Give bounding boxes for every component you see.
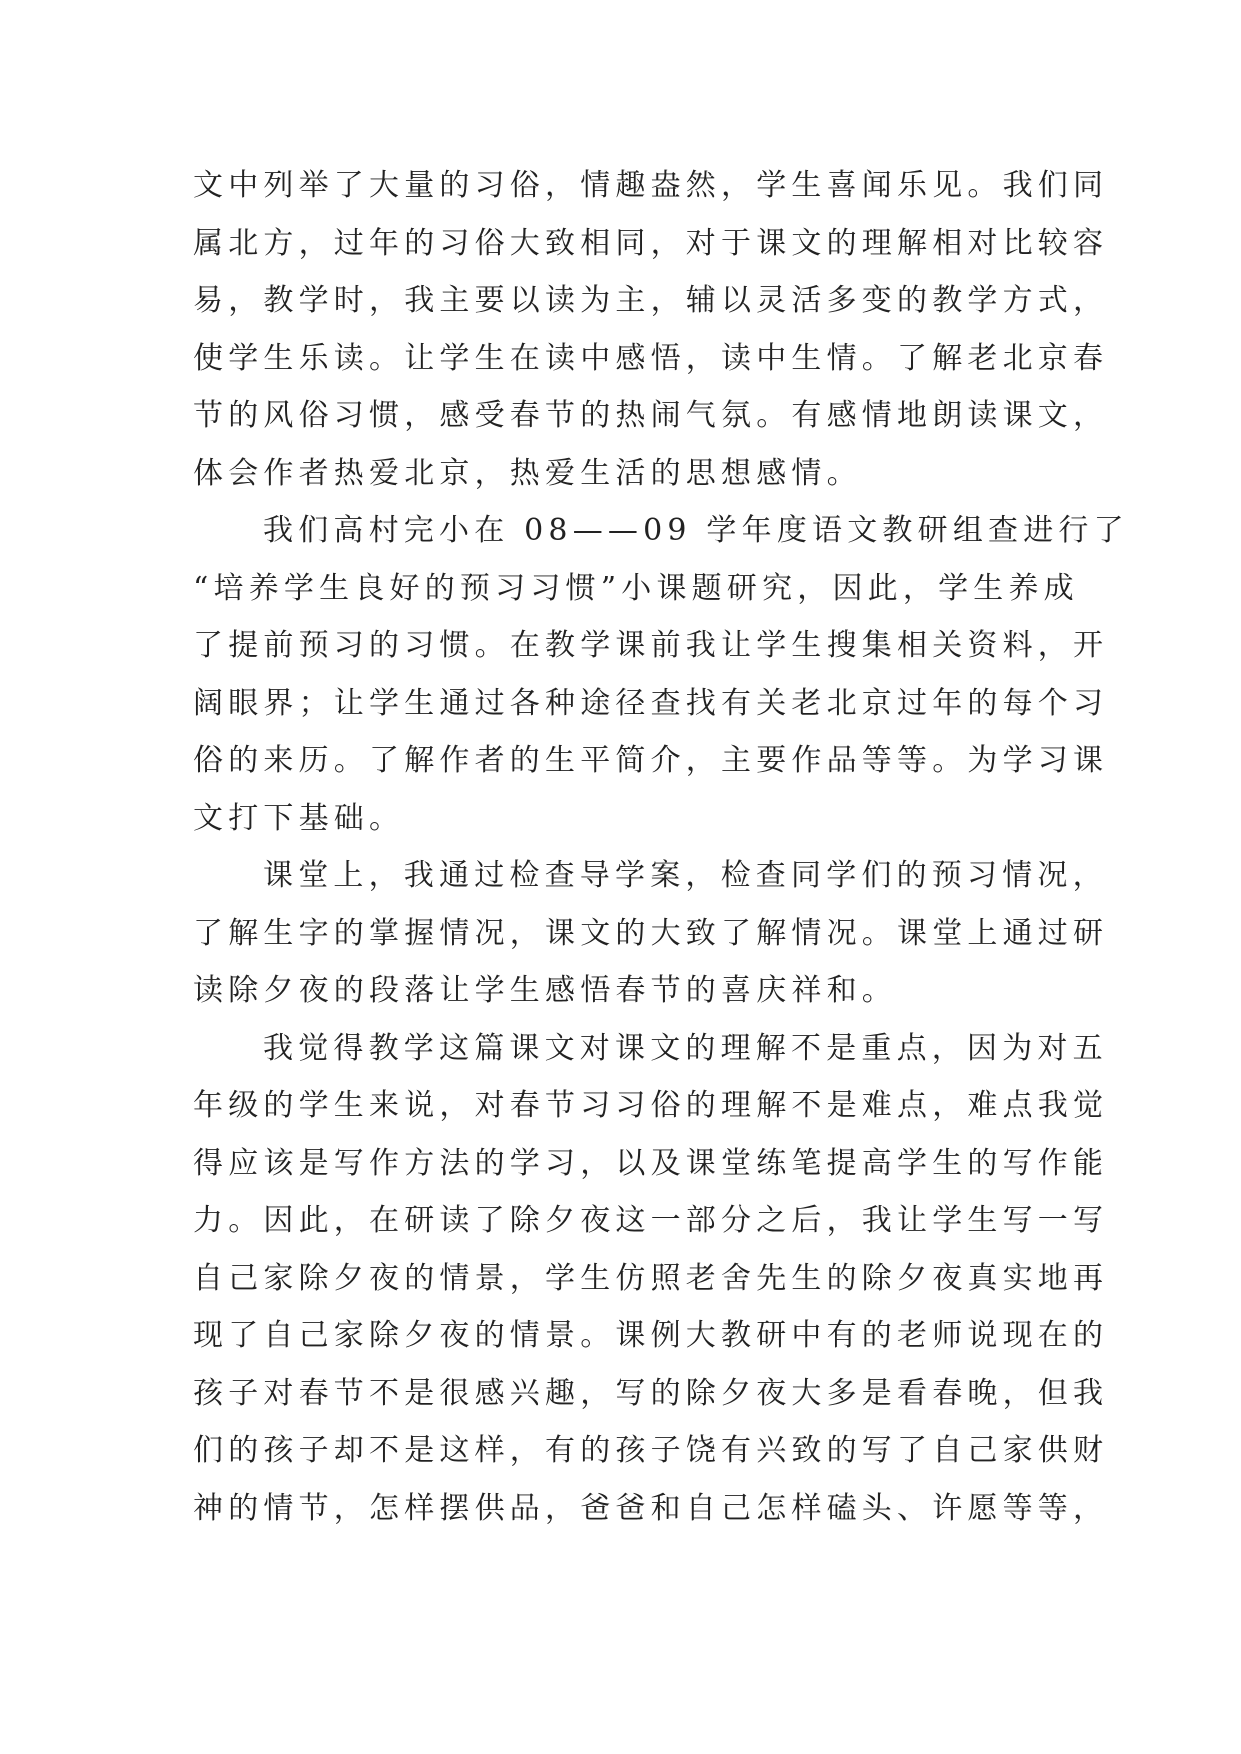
text-line: 年级的学生来说，对春节习习俗的理解不是难点，难点我觉 <box>193 1088 1109 1123</box>
text-line: “培养学生良好的预习习惯”小课题研究，因此，学生养成 <box>193 570 1079 606</box>
text-line: 节的风俗习惯，感受春节的热闹气氛。有感情地朗读课文， <box>193 398 1109 433</box>
paragraph-1 <box>193 157 1109 502</box>
text-line-indented: 我觉得教学这篇课文对课文的理解不是重点，因为对五 <box>263 1030 1108 1066</box>
text-line: 力。因此，在研读了除夕夜这一部分之后，我让学生写一写 <box>193 1203 1109 1238</box>
text-line: 们的孩子却不是这样，有的孩子饶有兴致的写了自己家供财 <box>193 1433 1109 1468</box>
paragraph-2 <box>193 502 1129 847</box>
text-line: 自己家除夕夜的情景，学生仿照老舍先生的除夕夜真实地再 <box>193 1260 1109 1296</box>
text-line: 文中列举了大量的习俗，情趣盎然，学生喜闻乐见。我们同 <box>193 168 1109 203</box>
text-line: 孩子对春节不是很感兴趣，写的除夕夜大多是看春晚，但我 <box>193 1375 1109 1411</box>
text-line: 易，教学时，我主要以读为主，辅以灵活多变的教学方式， <box>193 283 1109 318</box>
text-line: 了解生字的掌握情况，课文的大致了解情况。课堂上通过研 <box>193 915 1109 951</box>
paragraph-4 <box>193 1020 1109 1538</box>
text-line: 现了自己家除夕夜的情景。课例大教研中有的老师说现在的 <box>193 1318 1109 1353</box>
text-line: 得应该是写作方法的学习，以及课堂练笔提高学生的写作能 <box>193 1145 1109 1181</box>
text-line: 属北方，过年的习俗大致相同，对于课文的理解相对比较容 <box>193 225 1109 261</box>
text-line: 阔眼界；让学生通过各种途径查找有关老北京过年的每个习 <box>193 685 1109 721</box>
text-line: 体会作者热爱北京，热爱生活的思想感情。 <box>193 455 862 491</box>
text-line-indented: 课堂上，我通过检查导学案，检查同学们的预习情况， <box>263 858 1108 893</box>
paragraph-3 <box>193 847 1109 1020</box>
text-line: 俗的来历。了解作者的生平简介，主要作品等等。为学习课 <box>193 743 1109 778</box>
text-line: 了提前预习的习惯。在教学课前我让学生搜集相关资料，开 <box>193 628 1109 663</box>
text-line: 使学生乐读。让学生在读中感悟，读中生情。了解老北京春 <box>193 340 1109 376</box>
text-line: 神的情节，怎样摆供品，爸爸和自己怎样磕头、许愿等等， <box>193 1490 1109 1526</box>
text-line: 读除夕夜的段落让学生感悟春节的喜庆祥和。 <box>193 973 897 1008</box>
text-line-indented: 我们高村完小在 08——09 学年度语文教研组查进行了 <box>263 513 1129 548</box>
text-line: 文打下基础。 <box>193 800 405 836</box>
document-body <box>193 157 1129 1537</box>
